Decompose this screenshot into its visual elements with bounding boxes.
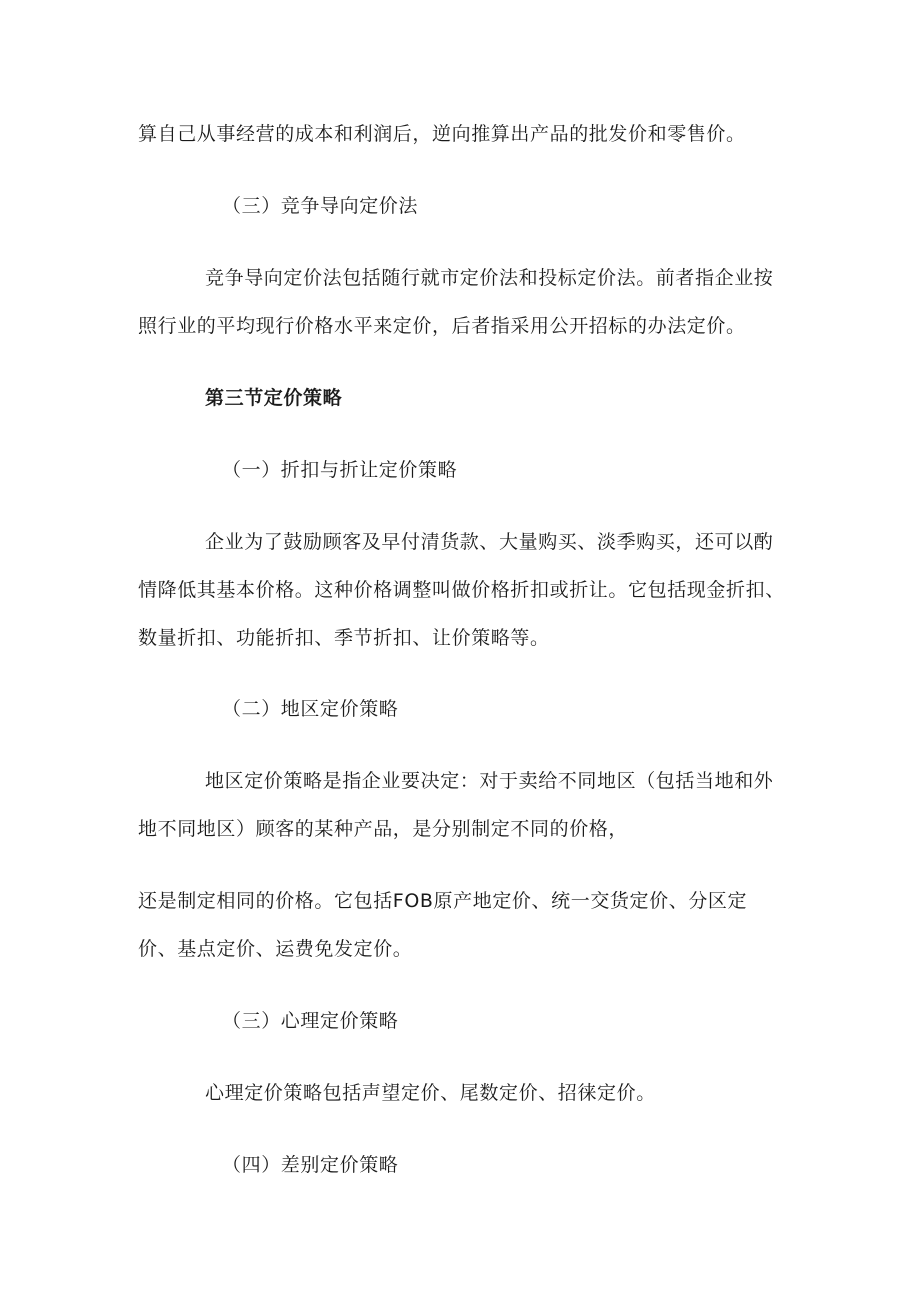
paragraph-line: 企业为了鼓励顾客及早付清货款、大量购买、淡季购买，还可以酌 bbox=[205, 531, 774, 553]
paragraph-line: 地不同地区）顾客的某种产品，是分别制定不同的价格， bbox=[138, 818, 629, 840]
paragraph-line: 价、基点定价、运费免发定价。 bbox=[138, 938, 413, 960]
paragraph-line: 情降低其基本价格。这种价格调整叫做价格折扣或折让。它包括现金折扣、 bbox=[138, 579, 785, 601]
paragraph-line: 心理定价策略包括声望定价、尾数定价、招徕定价。 bbox=[205, 1082, 656, 1104]
section-heading: （二）地区定价策略 bbox=[222, 698, 399, 720]
section-heading: （三）竞争导向定价法 bbox=[222, 195, 419, 217]
section-heading: （一）折扣与折让定价策略 bbox=[222, 459, 458, 481]
paragraph-line: 还是制定相同的价格。它包括FOB原产地定价、统一交货定价、分区定 bbox=[138, 890, 748, 912]
paragraph-line: 算自己从事经营的成本和利润后，逆向推算出产品的批发价和零售价。 bbox=[138, 123, 746, 145]
paragraph-line: 照行业的平均现行价格水平来定价，后者指采用公开招标的办法定价。 bbox=[138, 315, 746, 337]
chapter-heading: 第三节定价策略 bbox=[205, 387, 343, 409]
section-heading: （四）差别定价策略 bbox=[222, 1154, 399, 1176]
paragraph-line: 竞争导向定价法包括随行就市定价法和投标定价法。前者指企业按 bbox=[205, 267, 774, 289]
paragraph-line: 地区定价策略是指企业要决定：对于卖给不同地区（包括当地和外 bbox=[205, 770, 774, 792]
paragraph-line: 数量折扣、功能折扣、季节折扣、让价策略等。 bbox=[138, 627, 550, 649]
section-heading: （三）心理定价策略 bbox=[222, 1010, 399, 1032]
